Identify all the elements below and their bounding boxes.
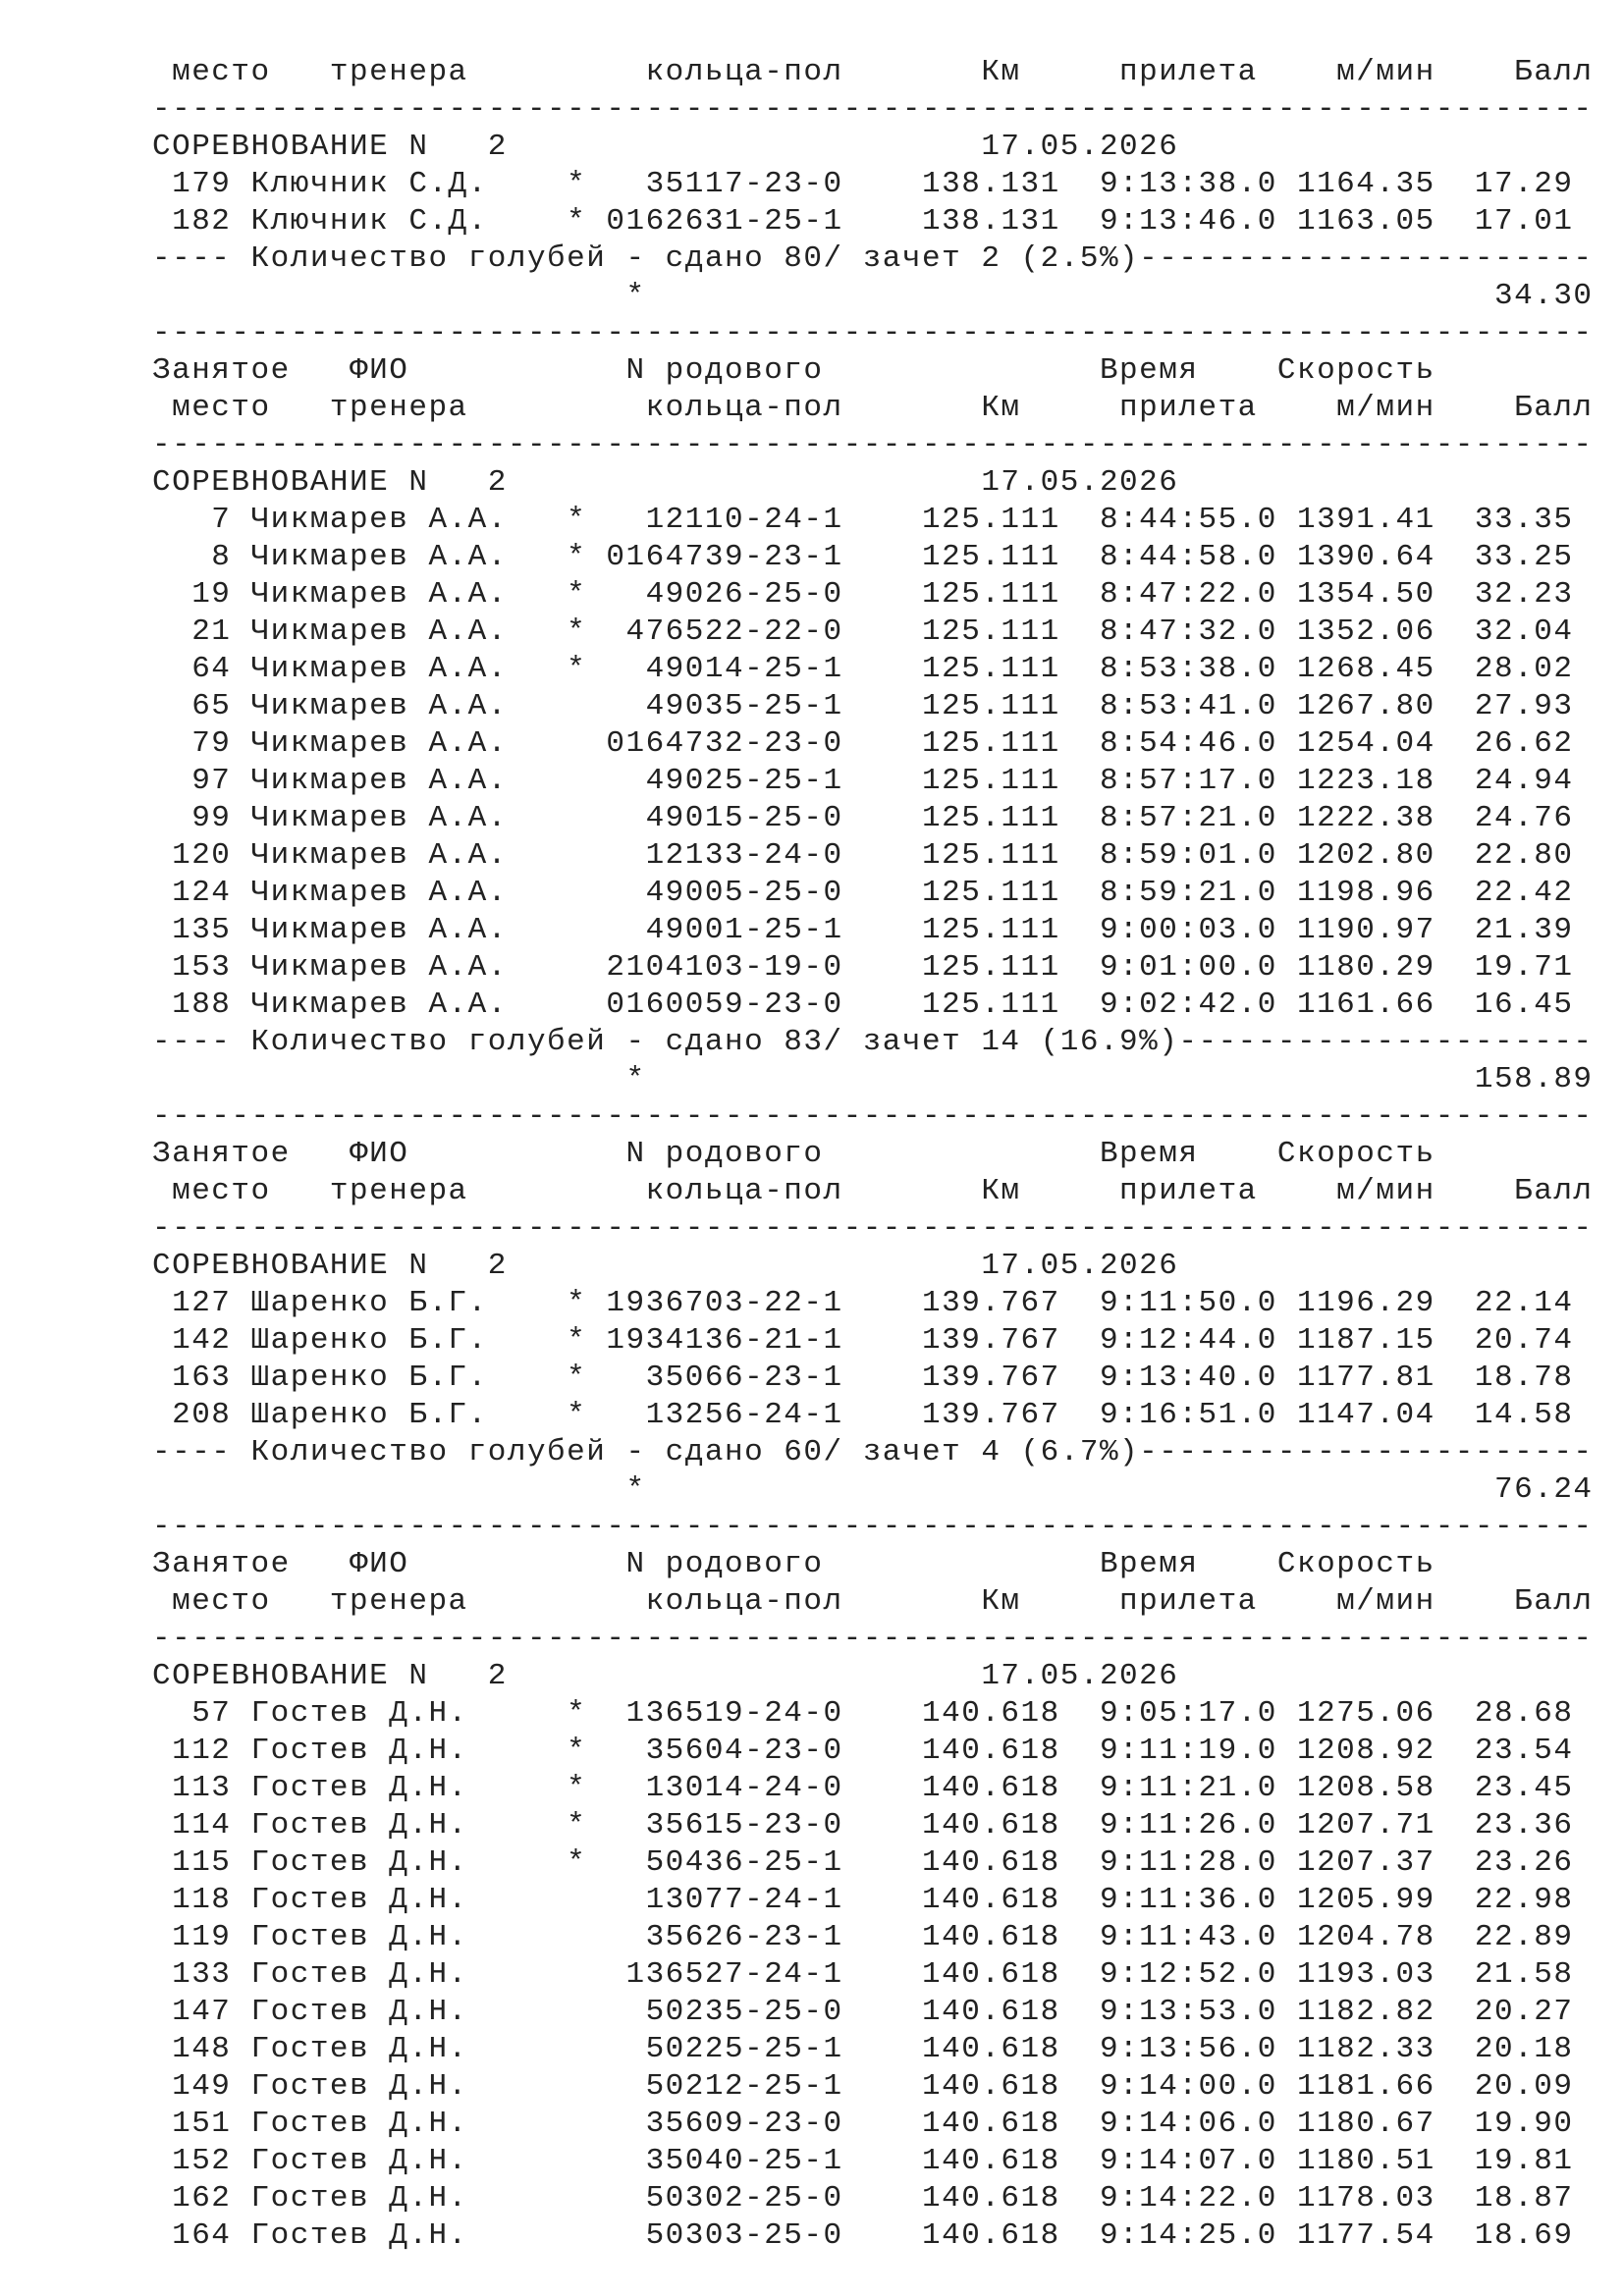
column-header-line: место тренера кольца-пол Км прилета м/мин Балл [152, 1584, 1594, 1619]
result-row: 57 Гостев Д.Н. * 136519-24-0 140.618 9:05:17.0 1275.06 28.68 [152, 1696, 1574, 1731]
column-header-line: Занятое ФИО N родового Время Скорость [152, 353, 1435, 388]
separator-line: ------------------------------------------------------------------------- [152, 1099, 1594, 1134]
result-row: 114 Гостев Д.Н. * 35615-23-0 140.618 9:11:26.0 1207.71 23.36 [152, 1808, 1574, 1842]
separator-line: ------------------------------------------------------------------------- [152, 92, 1594, 127]
result-row: 182 Ключник С.Д. * 0162631-25-1 138.131 9:13:46.0 1163.05 17.01 [152, 204, 1574, 239]
result-row: 151 Гостев Д.Н. 35609-23-0 140.618 9:14:06.0 1180.67 19.90 [152, 2107, 1574, 2141]
separator-line: ------------------------------------------------------------------------- [152, 1622, 1594, 1656]
result-row: 97 Чикмарев А.А. 49025-25-1 125.111 8:57:17.0 1223.18 24.94 [152, 764, 1574, 798]
separator-line: ------------------------------------------------------------------------- [152, 1510, 1594, 1544]
separator-line: ------------------------------------------------------------------------- [152, 316, 1594, 350]
competition-header: СОРЕВНОВАНИЕ N 2 17.05.2026 [152, 1659, 1179, 1693]
result-row: 142 Шаренко Б.Г. * 1934136-21-1 139.767 9:12:44.0 1187.15 20.74 [152, 1323, 1574, 1358]
result-row: 115 Гостев Д.Н. * 50436-25-1 140.618 9:11:28.0 1207.37 23.26 [152, 1845, 1574, 1880]
summary-line: ---- Количество голубей - сдано 83/ зачет 14 (16.9%)--------------------- [152, 1025, 1594, 1059]
column-header-line: место тренера кольца-пол Км прилета м/мин Балл [152, 391, 1594, 425]
result-row: 99 Чикмарев А.А. 49015-25-0 125.111 8:57:21.0 1222.38 24.76 [152, 801, 1574, 835]
result-row: 118 Гостев Д.Н. 13077-24-1 140.618 9:11:36.0 1205.99 22.98 [152, 1883, 1574, 1917]
result-row: 162 Гостев Д.Н. 50302-25-0 140.618 9:14:22.0 1178.03 18.87 [152, 2181, 1574, 2216]
result-row: 7 Чикмарев А.А. * 12110-24-1 125.111 8:44:55.0 1391.41 33.35 [152, 503, 1574, 537]
result-row: 148 Гостев Д.Н. 50225-25-1 140.618 9:13:56.0 1182.33 20.18 [152, 2032, 1574, 2066]
result-row: 120 Чикмарев А.А. 12133-24-0 125.111 8:59:01.0 1202.80 22.80 [152, 838, 1574, 873]
summary-line: ---- Количество голубей - сдано 80/ зачет 2 (2.5%)----------------------- [152, 241, 1594, 276]
separator-line: ------------------------------------------------------------------------- [152, 1211, 1594, 1246]
result-row: 21 Чикмарев А.А. * 476522-22-0 125.111 8:47:32.0 1352.06 32.04 [152, 614, 1574, 649]
result-row: 152 Гостев Д.Н. 35040-25-1 140.618 9:14:07.0 1180.51 19.81 [152, 2144, 1574, 2178]
result-row: 179 Ключник С.Д. * 35117-23-0 138.131 9:13:38.0 1164.35 17.29 [152, 167, 1574, 201]
result-row: 8 Чикмарев А.А. * 0164739-23-1 125.111 8:44:58.0 1390.64 33.25 [152, 540, 1574, 574]
result-row: 64 Чикмарев А.А. * 49014-25-1 125.111 8:53:38.0 1268.45 28.02 [152, 652, 1574, 686]
result-row: 119 Гостев Д.Н. 35626-23-1 140.618 9:11:43.0 1204.78 22.89 [152, 1920, 1574, 1954]
competition-header: СОРЕВНОВАНИЕ N 2 17.05.2026 [152, 1249, 1179, 1283]
summary-line: ---- Количество голубей - сдано 60/ зачет 4 (6.7%)----------------------- [152, 1435, 1594, 1469]
column-header-line: Занятое ФИО N родового Время Скорость [152, 1547, 1435, 1581]
result-row: 113 Гостев Д.Н. * 13014-24-0 140.618 9:11:21.0 1208.58 23.45 [152, 1771, 1574, 1805]
result-row: 79 Чикмарев А.А. 0164732-23-0 125.111 8:54:46.0 1254.04 26.62 [152, 726, 1574, 761]
total-score-line: * 76.24 [152, 1472, 1594, 1507]
result-row: 65 Чикмарев А.А. 49035-25-1 125.111 8:53:41.0 1267.80 27.93 [152, 689, 1574, 723]
result-row: 112 Гостев Д.Н. * 35604-23-0 140.618 9:11:19.0 1208.92 23.54 [152, 1734, 1574, 1768]
result-row: 149 Гостев Д.Н. 50212-25-1 140.618 9:14:00.0 1181.66 20.09 [152, 2069, 1574, 2104]
result-row: 124 Чикмарев А.А. 49005-25-0 125.111 8:59:21.0 1198.96 22.42 [152, 876, 1574, 910]
result-row: 188 Чикмарев А.А. 0160059-23-0 125.111 9:02:42.0 1161.66 16.45 [152, 988, 1574, 1022]
competition-header: СОРЕВНОВАНИЕ N 2 17.05.2026 [152, 130, 1179, 164]
result-row: 135 Чикмарев А.А. 49001-25-1 125.111 9:00:03.0 1190.97 21.39 [152, 913, 1574, 947]
column-header-line: место тренера кольца-пол Км прилета м/мин Балл [152, 1174, 1594, 1208]
total-score-line: * 158.89 [152, 1062, 1594, 1096]
result-row: 208 Шаренко Б.Г. * 13256-24-1 139.767 9:16:51.0 1147.04 14.58 [152, 1398, 1574, 1432]
result-row: 153 Чикмарев А.А. 2104103-19-0 125.111 9:01:00.0 1180.29 19.71 [152, 950, 1574, 985]
competition-header: СОРЕВНОВАНИЕ N 2 17.05.2026 [152, 465, 1179, 500]
result-row: 19 Чикмарев А.А. * 49026-25-0 125.111 8:47:22.0 1354.50 32.23 [152, 577, 1574, 612]
result-row: 164 Гостев Д.Н. 50303-25-0 140.618 9:14:25.0 1177.54 18.69 [152, 2218, 1574, 2253]
separator-line: ------------------------------------------------------------------------- [152, 428, 1594, 462]
column-header-line: место тренера кольца-пол Км прилета м/мин Балл [152, 55, 1594, 89]
column-header-line: Занятое ФИО N родового Время Скорость [152, 1137, 1435, 1171]
result-row: 127 Шаренко Б.Г. * 1936703-22-1 139.767 9:11:50.0 1196.29 22.14 [152, 1286, 1574, 1320]
result-row: 133 Гостев Д.Н. 136527-24-1 140.618 9:12:52.0 1193.03 21.58 [152, 1957, 1574, 1992]
race-results-report [152, 54, 1594, 2255]
result-row: 147 Гостев Д.Н. 50235-25-0 140.618 9:13:53.0 1182.82 20.27 [152, 1995, 1574, 2029]
result-row: 163 Шаренко Б.Г. * 35066-23-1 139.767 9:13:40.0 1177.81 18.78 [152, 1361, 1574, 1395]
total-score-line: * 34.30 [152, 279, 1594, 313]
